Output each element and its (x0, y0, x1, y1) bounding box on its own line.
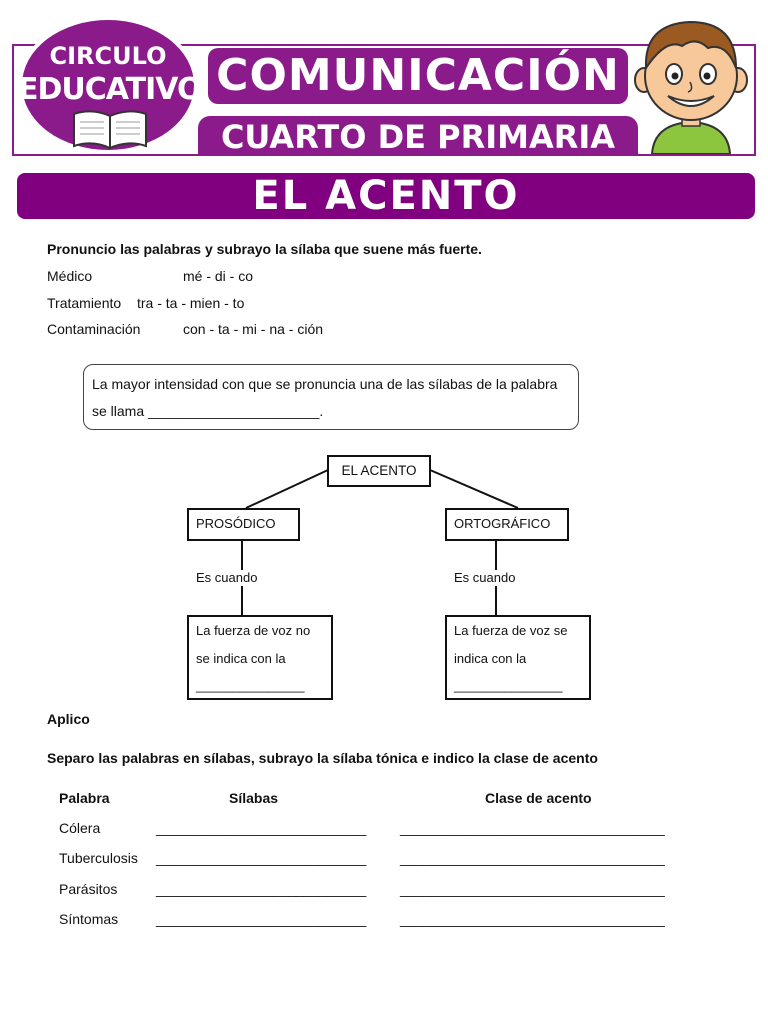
table-row-accent-blank[interactable]: __________________________________ (400, 911, 665, 927)
logo-text-top: CIRCULO (49, 42, 167, 70)
table-row-syllables-blank[interactable]: ___________________________ (156, 881, 367, 897)
activity-instruction: Pronuncio las palabras y subrayo la sílaba que suene más fuerte. (47, 241, 482, 257)
table-row-word: Tuberculosis (59, 850, 138, 866)
table-row-word: Cólera (59, 820, 101, 836)
connector-root-left (246, 470, 328, 508)
connector-root-right (430, 470, 518, 508)
definition-line-1: La mayor intensidad con que se pronuncia una de las sílabas de la palabra (92, 376, 558, 392)
word-label: Tratamiento (47, 295, 122, 311)
section-heading: Aplico (47, 711, 90, 727)
table-row-word: Síntomas (59, 911, 119, 927)
table-row-syllables-blank[interactable]: ___________________________ (156, 850, 367, 866)
grade-title: CUARTO DE PRIMARIA (220, 118, 616, 156)
table-row-accent-blank[interactable]: __________________________________ (400, 850, 665, 866)
table-row-word: Parásitos (59, 881, 118, 897)
word-syllables: tra - ta - mien - to (137, 295, 245, 311)
logo-text-bottom: EDUCATIVO (18, 72, 202, 107)
column-header-accent: Clase de acento (485, 790, 592, 806)
subject-title: COMUNICACIÓN (216, 50, 620, 101)
word-label: Contaminación (47, 321, 141, 337)
definition-line-2: se llama ______________________. (92, 403, 324, 419)
column-header-syllables: Sílabas (229, 790, 279, 806)
diagram-left-title: PROSÓDICO (196, 516, 276, 531)
diagram-left-detail-3: _______________ (196, 678, 305, 693)
diagram-root-label: EL ACENTO (341, 463, 417, 478)
word-syllables: con - ta - mi - na - ción (183, 321, 324, 337)
page-title: EL ACENTO (252, 173, 520, 219)
diagram-left-detail-2: se indica con la (196, 651, 286, 666)
word-syllables: mé - di - co (183, 268, 254, 284)
diagram-right-detail-1: La fuerza de voz se (454, 623, 568, 638)
diagram-right-title: ORTOGRÁFICO (454, 516, 551, 531)
word-label: Médico (47, 268, 93, 284)
diagram-right-detail-2: indica con la (454, 651, 527, 666)
diagram-right-detail-3: _______________ (454, 678, 563, 693)
table-row-accent-blank[interactable]: __________________________________ (400, 881, 665, 897)
table-row-syllables-blank[interactable]: ___________________________ (156, 820, 367, 836)
diagram-right-connector-label: Es cuando (454, 570, 516, 585)
table-row-syllables-blank[interactable]: ___________________________ (156, 911, 367, 927)
apply-instruction: Separo las palabras en sílabas, subrayo la sílaba tónica e indico la clase de acento (47, 750, 598, 766)
column-header-word: Palabra (59, 790, 110, 806)
diagram-left-connector-label: Es cuando (196, 570, 258, 585)
table-row-accent-blank[interactable]: __________________________________ (400, 820, 665, 836)
diagram-left-detail-1: La fuerza de voz no (196, 623, 311, 638)
